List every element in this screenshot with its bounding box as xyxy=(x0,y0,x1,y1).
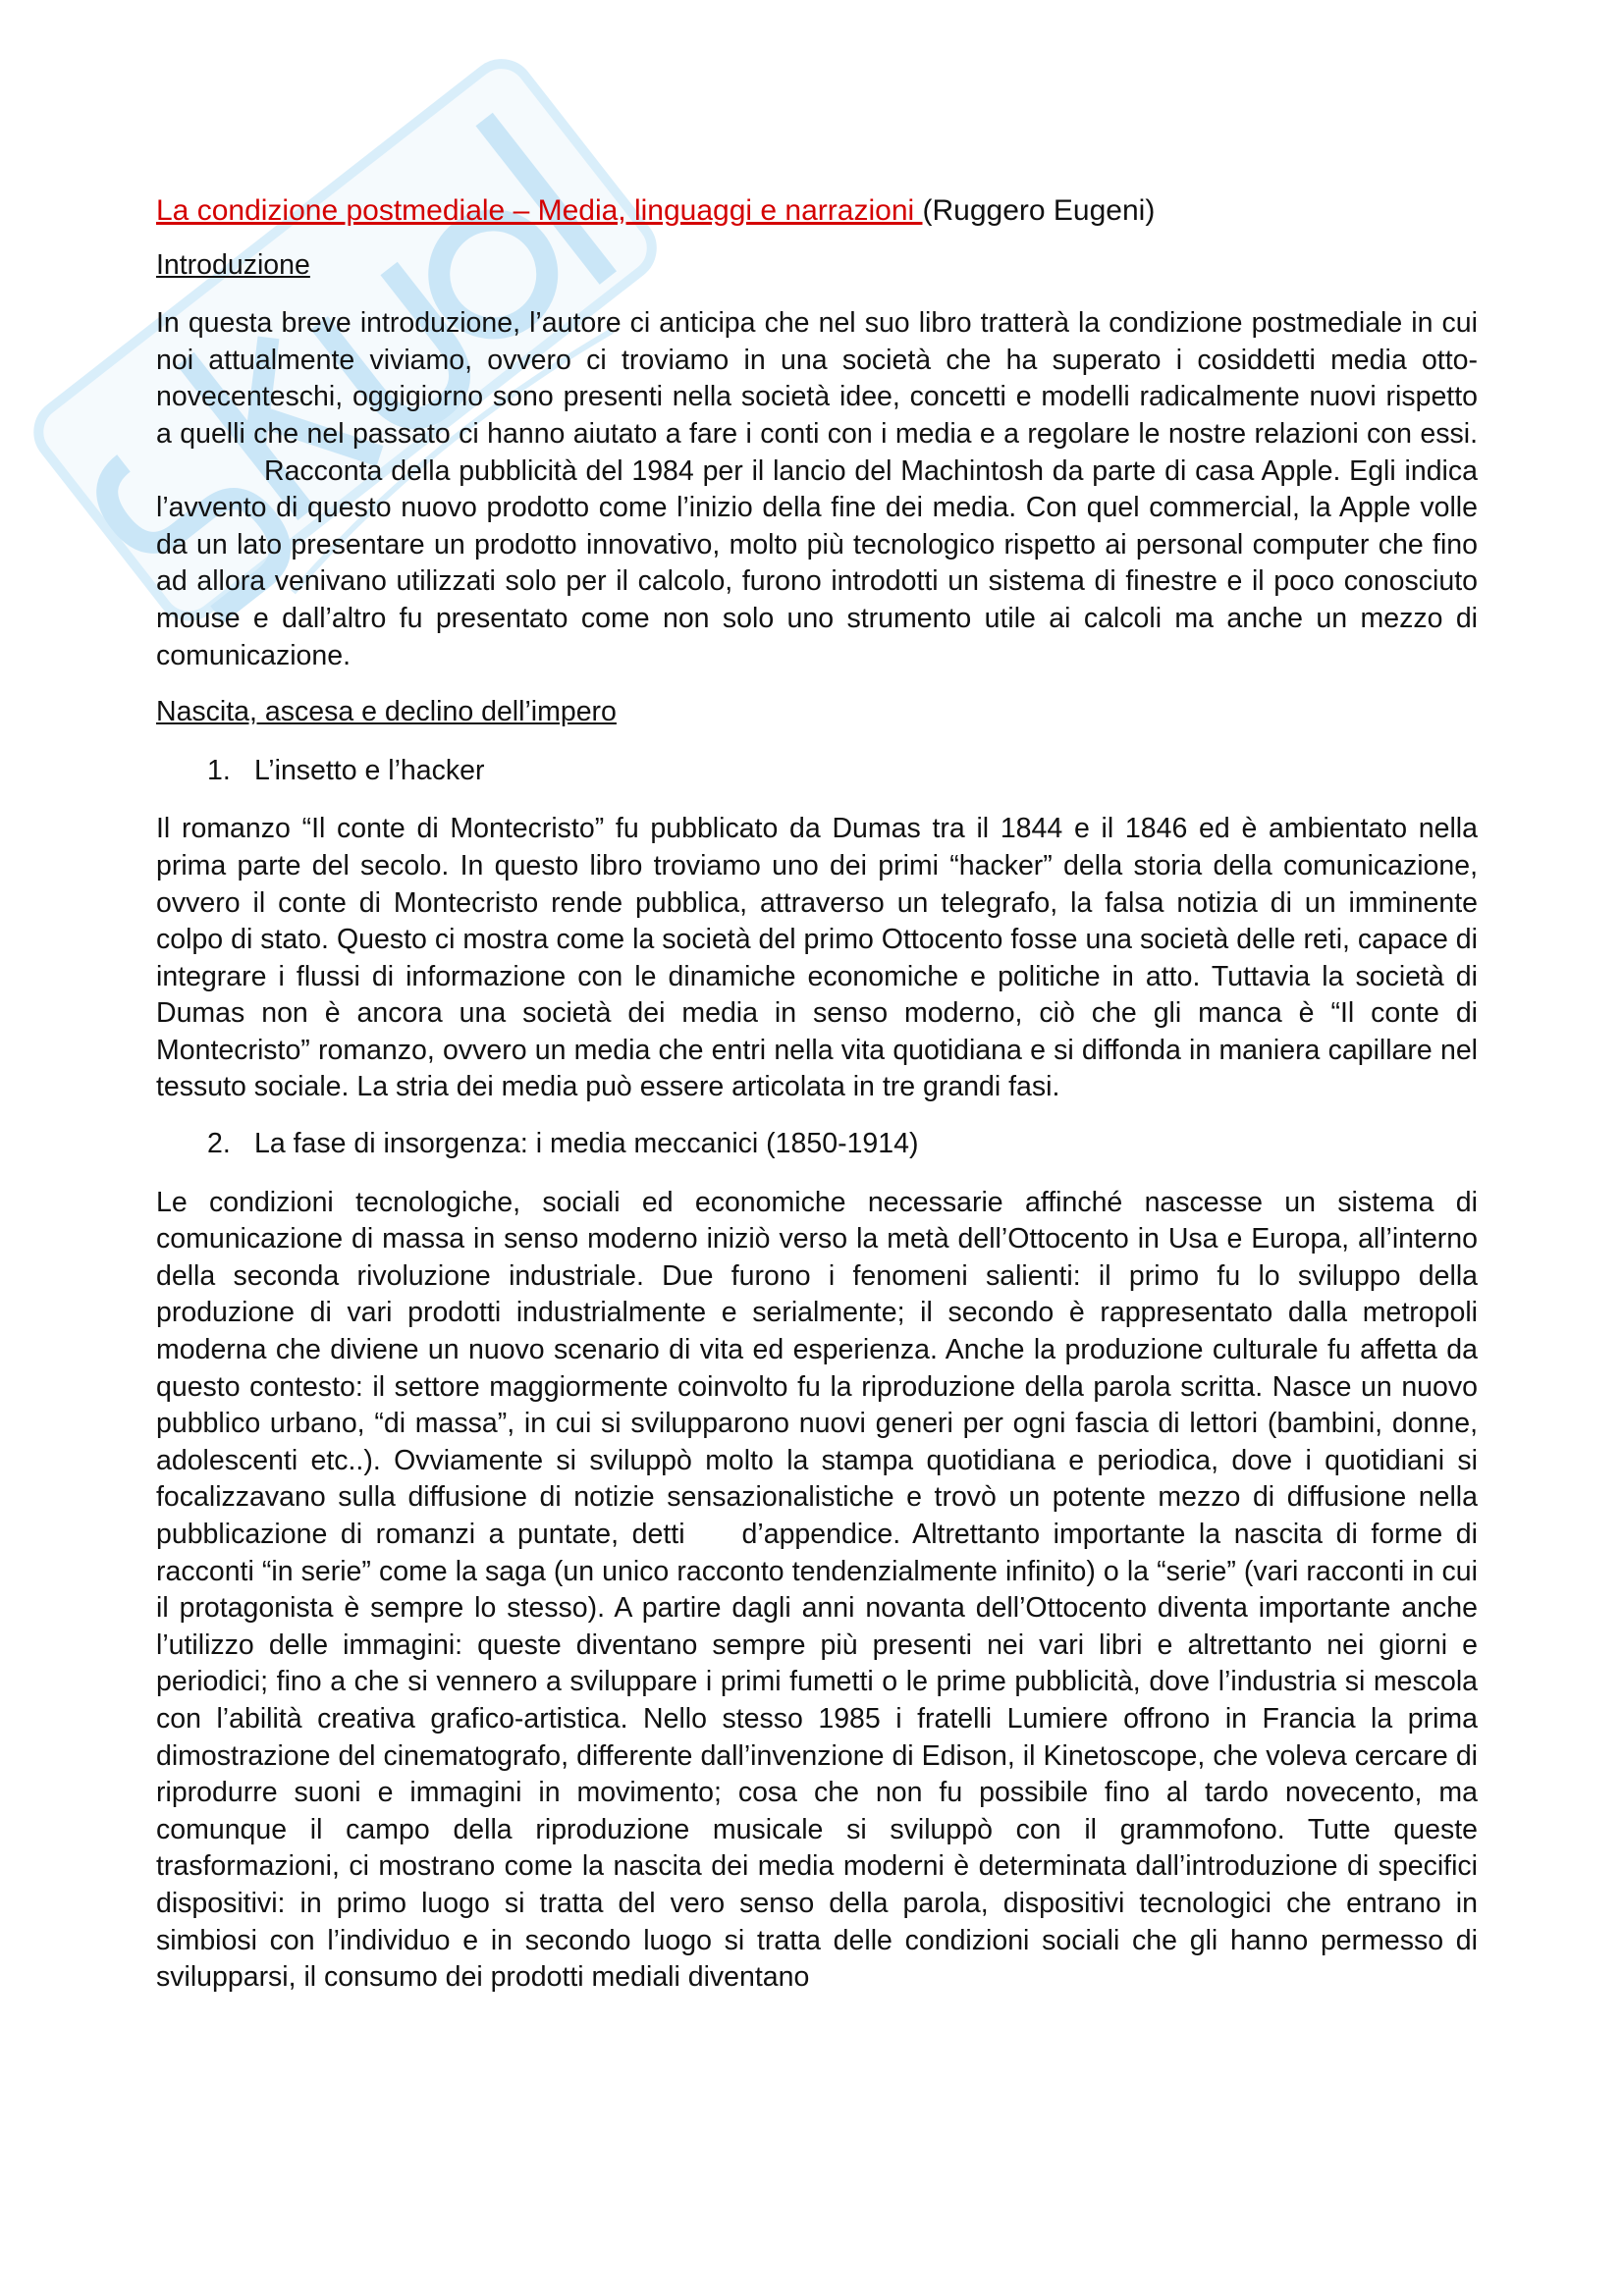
list-item-title: L’insetto e l’hacker xyxy=(254,754,485,786)
intro-paragraph xyxy=(156,305,1478,674)
paragraph-part-b: d’appendice. Altrettanto importante la nascita di forme di racconti “in serie” come la saga (un unico racconto tendenzialmente infinito) o la “serie” (vari racconti in cui il protagonista è sempre lo stesso). A partire dagli anni novanta dell’Ottocento diventa importante anche l’utilizzo delle immagini: queste diventano sempre più presenti nei vari libri e altrettanto nei giorni e periodici; fino a che si vennero a sviluppare i primi fumetti o le prime pubblicità, dove l’industria si mescola con l’abilità creativa grafico-artistica. Nello stesso 1985 i fratelli Lumiere offrono in Francia la prima dimostrazione del cinematografo, differente dall’invenzione di Edison, il Kinetoscope, che voleva cercare di riprodurre suoni e immagini in movimento; cosa che non fu possibile fino al tardo novecento, ma comunque il campo della riproduzione musicale si sviluppò con il grammofono. Tutte queste trasformazioni, ci mostrano come la nascita dei media moderni è determinata dall’introduzione di specifici dispositivi: in primo luogo si tratta del vero senso della parola, dispositivi tecnologici che entrano in simbiosi con l’individuo e in secondo luogo si tratta delle condizioni sociali che gli hanno permesso di svilupparsi, il consumo dei prodotti mediali diventano xyxy=(156,1519,1478,1994)
list-item-title: La fase di insorgenza: i media meccanici (1850-1914) xyxy=(254,1128,919,1160)
list-item-number: 1. xyxy=(207,754,231,786)
document-page xyxy=(156,187,1478,2016)
paragraph-insetto-hacker: Il romanzo “Il conte di Montecristo” fu pubblicato da Dumas tra il 1844 e il 1846 ed è ambientato nella prima parte del secolo. In questo libro troviamo uno dei primi “hacker” della storia della comunicazione, ovvero il conte di Montecristo rende pubblica, attraverso un telegrafo, la falsa notizia di un imminente colpo di stato. Questo ci mostra come la società del primo Ottocento fosse una società delle reti, capace di integrare i flussi di informazione con le dinamiche economiche e politiche in atto. Tuttavia la società di Dumas non è ancora una società dei media in senso moderno, ciò che gli manca è “Il conte di Montecristo” romanzo, ovvero un media che entri nella vita quotidiana e si diffonda in maniera capillare nel tessuto sociale. La stria dei media può essere articolata in tre grandi fasi. xyxy=(156,813,1478,1103)
paragraph-part-a: Le condizioni tecnologiche, sociali ed economiche necessarie affinché nascesse un sistema di comunicazione di massa in senso moderno iniziò verso la metà dell’Ottocento in Usa e Europa, all’interno della seconda rivoluzione industriale. Due furono i fenomeni salienti: il primo fu lo sviluppo della produzione di vari prodotti industrialmente e serialmente; il secondo è rappresentato dalla metropoli moderna che diviene un nuovo scenario di vita ed esperienza. Anche la produzione culturale fu affetta da questo contesto: il settore maggiormente coinvolto fu la riproduzione della parola scritta. Nasce un nuovo pubblico urbano, “di massa”, in cui si svilupparono nuovi generi per ogni fascia di lettori (bambini, donne, adolescenti etc..). Ovviamente si sviluppò molto la stampa quotidiana e periodica, dove i quotidiani si focalizzavano sulla diffusione di notizie sensazionalistiche e trovò un potente mezzo di diffusione nella pubblicazione di romanzi a puntate, detti xyxy=(156,1186,1478,1550)
document-title xyxy=(156,192,1478,230)
title-link[interactable]: La condizione postmediale – Media, linguaggi e narrazioni xyxy=(156,194,923,227)
list-item-1 xyxy=(207,753,1478,790)
section-heading: Nascita, ascesa e declino dell’impero xyxy=(156,696,617,728)
intro-heading: Introduzione xyxy=(156,248,310,281)
paragraph-media-meccanici xyxy=(156,1185,1478,1997)
intro-paragraph-part-1: In questa breve introduzione, l’autore ci anticipa che nel suo libro tratterà la condizione postmediale in cui noi attualmente viviamo, ovvero ci troviamo in una società che ha superato i cosiddetti media otto-novecenteschi, oggigiorno sono presenti nella società idee, concetti e modelli radicalmente nuovi rispetto a quelli che nel passato ci hanno aiutato a fare i conti con i media e a regolare le nostre relazioni con essi. xyxy=(156,307,1478,450)
title-author: (Ruggero Eugeni) xyxy=(922,194,1156,227)
list-item-2 xyxy=(207,1126,1478,1163)
intro-paragraph-part-2: Racconta della pubblicità del 1984 per il lancio del Machintosh da parte di casa Apple. Egli indica l’avvento di questo nuovo prodotto come l’inizio della fine dei media. Con quel commercial, la Apple volle da un lato presentare un prodotto innovativo, molto più tecnologico rispetto ai personal computer che fino ad allora venivano utilizzati solo per il calcolo, furono introdotti un sistema di finestre e il poco conosciuto mouse e dall’altro fu presentato come non solo uno strumento utile ai calcoli ma anche un mezzo di comunicazione. xyxy=(156,454,1478,671)
list-item-number: 2. xyxy=(207,1128,231,1160)
